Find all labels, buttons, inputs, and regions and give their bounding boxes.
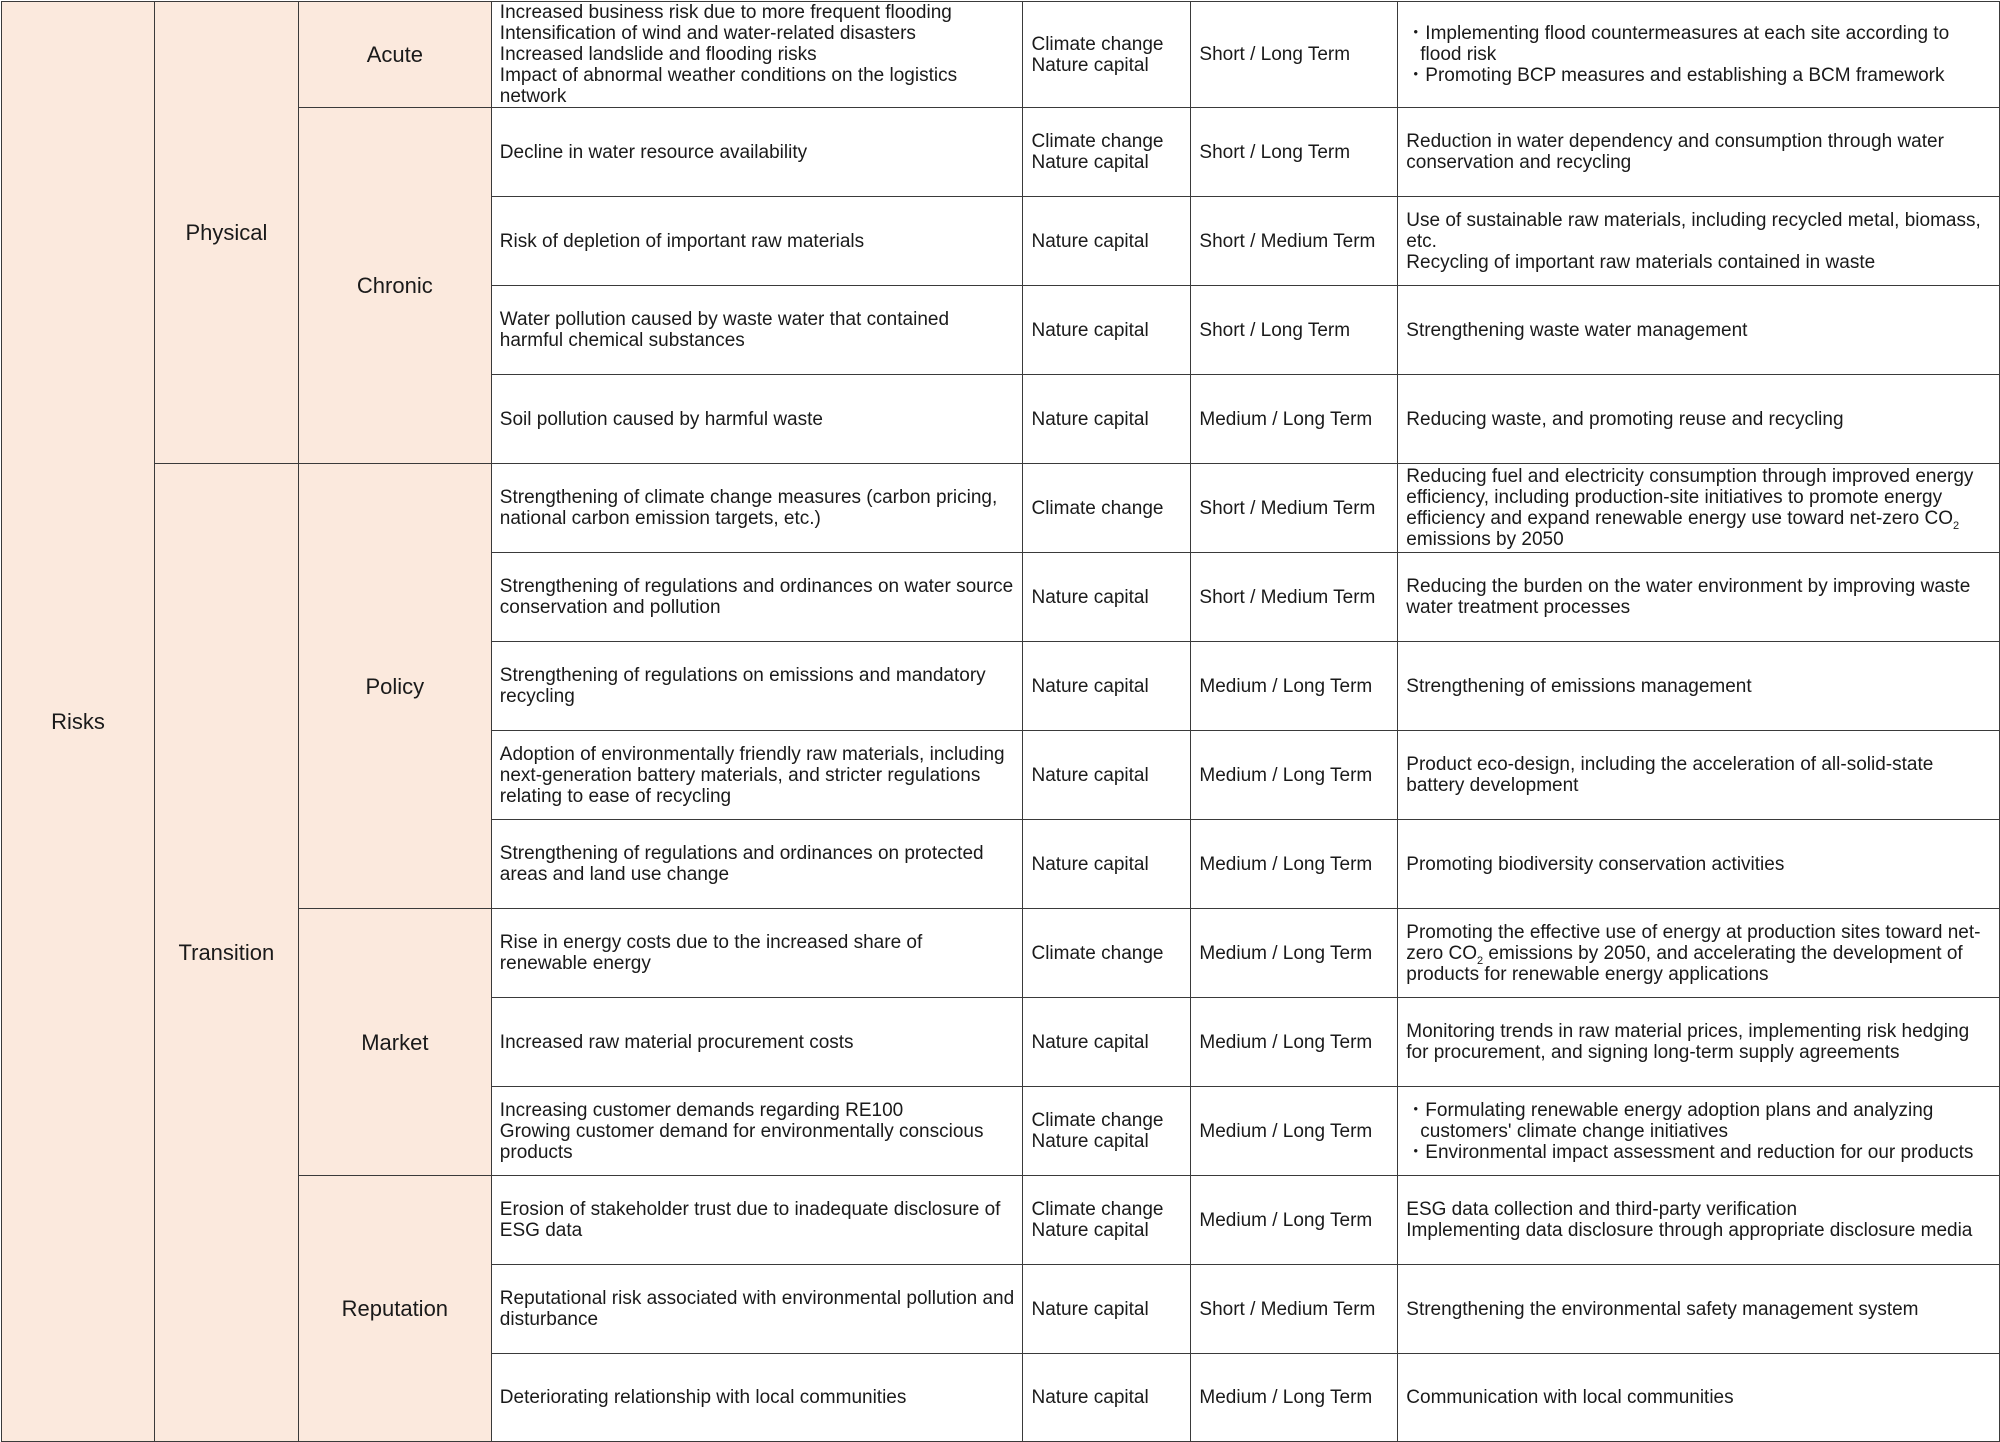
response-cell: [1398, 375, 2000, 464]
type-cell: [1023, 375, 1191, 464]
cell-line: Nature capital: [1031, 230, 1149, 252]
type-cell: [1023, 998, 1191, 1087]
risk-cell: [491, 731, 1023, 820]
term-cell: Short / Long Term: [1191, 286, 1398, 375]
risk-cell: [491, 108, 1023, 197]
cell-line: Growing customer demand for environmentally conscious products: [499, 1120, 984, 1163]
term-cell: Medium / Long Term: [1191, 642, 1398, 731]
response-cell: [1398, 2, 2000, 108]
table-row: [2, 2, 2000, 108]
response-cell: [1398, 731, 2000, 820]
cell-text: Reducing fuel and electricity consumption through improved energy efficiency, including production-site initiatives to promote energy efficiency and expand renewable energy use toward net-zero CO: [1406, 466, 1974, 529]
risks-category: Risks: [2, 2, 155, 1442]
cell-line: Risk of depletion of important raw materials: [499, 230, 865, 252]
type-cell: [1023, 1087, 1191, 1176]
risk-cell: [491, 998, 1023, 1087]
cell-line: Climate change: [1031, 1199, 1164, 1220]
response-cell: [1398, 553, 2000, 642]
term-cell: Medium / Long Term: [1191, 1176, 1398, 1265]
cell-line: Decline in water resource availability: [499, 141, 808, 163]
cell-line: Nature capital: [1031, 853, 1149, 875]
chronic-subcategory: Chronic: [298, 108, 491, 464]
term-cell: Medium / Long Term: [1191, 1354, 1398, 1442]
cell-line: Reducing waste, and promoting reuse and recycling: [1406, 408, 1844, 430]
type-cell: [1023, 464, 1191, 553]
table-row: [2, 909, 2000, 998]
table-row: [2, 1176, 2000, 1265]
type-cell: [1023, 286, 1191, 375]
cell-line: Nature capital: [1031, 319, 1149, 341]
cell-line: Strengthening the environmental safety management system: [1406, 1298, 1919, 1320]
cell-line: Nature capital: [1031, 1298, 1149, 1320]
cell-line: Nature capital: [1031, 586, 1149, 608]
response-cell: [1398, 1265, 2000, 1354]
cell-line: Increased landslide and flooding risks: [499, 44, 817, 65]
cell-line: Communication with local communities: [1406, 1387, 1734, 1408]
cell-line: Climate change: [1031, 131, 1164, 152]
risk-cell: [491, 2, 1023, 108]
term-cell: Medium / Long Term: [1191, 375, 1398, 464]
response-cell: [1398, 1176, 2000, 1265]
risk-cell: [491, 553, 1023, 642]
risk-cell: [491, 375, 1023, 464]
policy-subcategory: Policy: [298, 464, 491, 909]
type-cell: [1023, 909, 1191, 998]
risk-cell: [491, 820, 1023, 909]
table-row: [2, 464, 2000, 553]
response-cell: [1398, 464, 2000, 553]
response-cell: [1398, 1087, 2000, 1176]
response-cell: [1398, 1354, 2000, 1442]
cell-line: Reputational risk associated with environmental pollution and disturbance: [499, 1288, 1015, 1330]
risk-cell: [491, 1265, 1023, 1354]
risk-cell: [491, 1354, 1023, 1442]
cell-line: Nature capital: [1031, 408, 1149, 430]
term-cell: Short / Medium Term: [1191, 464, 1398, 553]
type-cell: [1023, 1265, 1191, 1354]
type-cell: [1023, 2, 1191, 108]
risk-cell: [491, 1176, 1023, 1265]
cell-line: Intensification of wind and water-related disasters: [499, 23, 916, 44]
term-cell: Short / Medium Term: [1191, 1265, 1398, 1354]
term-cell: Medium / Long Term: [1191, 909, 1398, 998]
type-cell: [1023, 820, 1191, 909]
term-cell: Short / Medium Term: [1191, 197, 1398, 286]
response-cell: [1398, 909, 2000, 998]
risk-cell: [491, 642, 1023, 731]
reputation-subcategory: Reputation: [298, 1176, 491, 1442]
cell-line: Strengthening of regulations on emissions and mandatory recycling: [499, 665, 986, 707]
cell-line: ・ Environmental impact assessment and reduction for our products: [1406, 1142, 1991, 1163]
type-cell: [1023, 197, 1191, 286]
response-cell: [1398, 820, 2000, 909]
subscript-text: 2: [1953, 519, 1960, 532]
cell-line: Monitoring trends in raw material prices, implementing risk hedging for procurement, and signing long-term supply agreements: [1406, 1021, 1970, 1063]
cell-line: Rise in energy costs due to the increased share of renewable energy: [499, 932, 923, 974]
cell-line: Increased raw material procurement costs: [499, 1031, 854, 1053]
cell-line: Nature capital: [1031, 675, 1149, 697]
type-cell: [1023, 642, 1191, 731]
cell-line: ESG data collection and third-party verification: [1406, 1199, 1798, 1220]
market-subcategory: Market: [298, 909, 491, 1176]
term-cell: Medium / Long Term: [1191, 1087, 1398, 1176]
cell-line: Reduction in water dependency and consumption through water conservation and recycling: [1406, 131, 1944, 173]
risk-cell: [491, 909, 1023, 998]
cell-line: Product eco-design, including the acceleration of all-solid-state battery development: [1406, 754, 1934, 796]
cell-line: Promoting biodiversity conservation activities: [1406, 853, 1785, 875]
response-cell: [1398, 286, 2000, 375]
cell-line: Strengthening of regulations and ordinances on water source conservation and pollution: [499, 576, 1014, 618]
cell-line: ・ Promoting BCP measures and establishing a BCM framework: [1406, 65, 1991, 86]
type-cell: [1023, 108, 1191, 197]
cell-line: Strengthening of climate change measures (carbon pricing, national carbon emission targets, etc.): [499, 487, 998, 529]
risk-cell: [491, 1087, 1023, 1176]
risk-cell: [491, 464, 1023, 553]
type-cell: [1023, 553, 1191, 642]
type-cell: [1023, 1176, 1191, 1265]
acute-subcategory: Acute: [298, 2, 491, 108]
risk-cell: [491, 197, 1023, 286]
cell-line: Reducing the burden on the water environment by improving waste water treatment processes: [1406, 576, 1971, 618]
cell-line: Nature capital: [1031, 1220, 1149, 1241]
cell-line: Strengthening waste water management: [1406, 319, 1748, 341]
cell-line: Water pollution caused by waste water that contained harmful chemical substances: [499, 309, 950, 351]
cell-line: Climate change: [1031, 942, 1164, 964]
response-cell: [1398, 998, 2000, 1087]
cell-line: Soil pollution caused by harmful waste: [499, 408, 823, 430]
term-cell: Medium / Long Term: [1191, 731, 1398, 820]
physical-category: Physical: [154, 2, 298, 464]
cell-text: emissions by 2050, and accelerating the development of products for renewable energy applications: [1406, 942, 1963, 985]
cell-line: Recycling of important raw materials contained in waste: [1406, 251, 1876, 273]
term-cell: Medium / Long Term: [1191, 820, 1398, 909]
response-cell: [1398, 108, 2000, 197]
cell-line: Nature capital: [1031, 764, 1149, 786]
cell-text: Promoting the effective use of energy at production sites toward net-zero CO: [1406, 921, 1981, 964]
subscript-text: 2: [1477, 954, 1484, 967]
cell-line: Use of sustainable raw materials, including recycled metal, biomass, etc.: [1406, 209, 1981, 252]
cell-line: Increasing customer demands regarding RE100: [499, 1099, 904, 1121]
cell-line: Erosion of stakeholder trust due to inadequate disclosure of ESG data: [499, 1199, 1001, 1241]
term-cell: Short / Long Term: [1191, 108, 1398, 197]
cell-line: Strengthening of regulations and ordinances on protected areas and land use change: [499, 843, 984, 885]
cell-line: ・ Implementing flood countermeasures at each site according to flood risk: [1406, 23, 1991, 65]
cell-line: Strengthening of emissions management: [1406, 675, 1752, 697]
cell-line: Increased business risk due to more frequent flooding: [499, 2, 952, 23]
response-cell: [1398, 197, 2000, 286]
cell-line: Deteriorating relationship with local communities: [499, 1387, 907, 1408]
cell-line: Nature capital: [1031, 152, 1149, 173]
term-cell: Short / Medium Term: [1191, 553, 1398, 642]
cell-line: Climate change: [1031, 1110, 1164, 1131]
cell-text: emissions by 2050: [1406, 529, 1564, 550]
response-cell: [1398, 642, 2000, 731]
cell-line: Nature capital: [1031, 1131, 1149, 1152]
cell-line: ・ Formulating renewable energy adoption plans and analyzing customers' climate change initiatives: [1406, 1100, 1991, 1142]
cell-line: Nature capital: [1031, 1387, 1149, 1408]
type-cell: [1023, 731, 1191, 820]
cell-line: Implementing data disclosure through appropriate disclosure media: [1406, 1220, 1973, 1241]
cell-line: Climate change: [1031, 33, 1164, 55]
cell-line: Nature capital: [1031, 1031, 1149, 1053]
risk-cell: [491, 286, 1023, 375]
term-cell: Short / Long Term: [1191, 2, 1398, 108]
transition-category: Transition: [154, 464, 298, 1442]
term-cell: Medium / Long Term: [1191, 998, 1398, 1087]
table-row: [2, 108, 2000, 197]
type-cell: [1023, 1354, 1191, 1442]
cell-line: Adoption of environmentally friendly raw materials, including next-generation battery materials, and stricter regulations relating to ease of recycling: [499, 743, 1005, 807]
cell-line: Impact of abnormal weather conditions on the logistics network: [499, 65, 958, 107]
cell-line: Climate change: [1031, 497, 1164, 519]
risk-table: [1, 1, 2000, 1442]
cell-line: Nature capital: [1031, 54, 1149, 76]
